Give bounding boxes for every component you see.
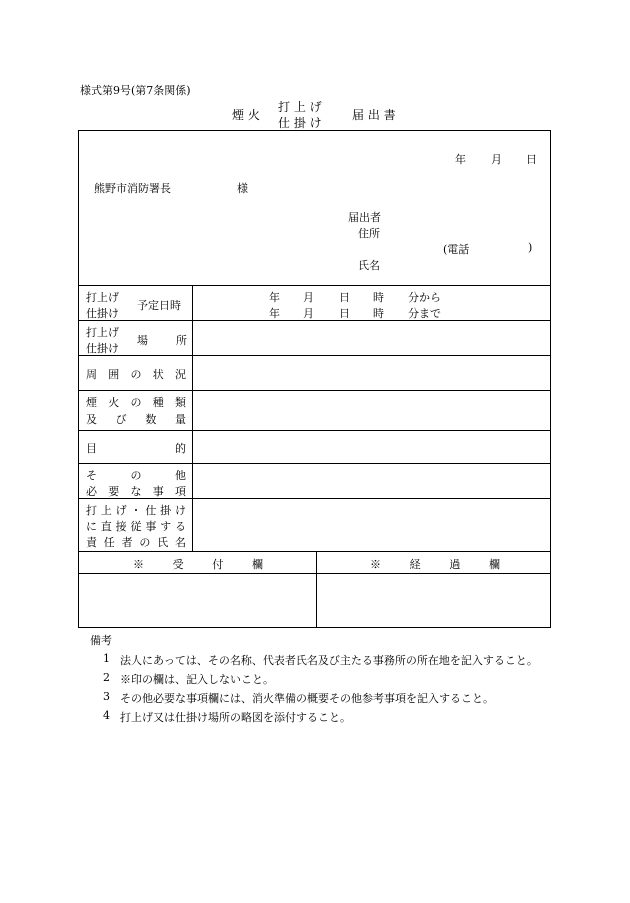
- to-day: 日: [339, 307, 350, 320]
- other-label-line2: 必 要 な 事 項: [86, 485, 186, 498]
- kind-label-line2: 及 び 数 量: [86, 413, 186, 426]
- schedule-label-uchiage: 打上げ: [86, 291, 119, 304]
- address-label: 住所: [358, 227, 380, 240]
- addressee: 熊野市消防署長: [94, 182, 171, 195]
- phone-close: ): [528, 241, 533, 254]
- responsible-label-line1: 打上げ・仕掛け: [86, 504, 186, 517]
- to-year: 年: [269, 307, 280, 320]
- responsible-label-line2: に直接従事する: [86, 520, 186, 533]
- to-hour: 時: [373, 307, 384, 320]
- note-text: ※印の欄は、記入しないこと。: [120, 673, 274, 686]
- purpose-label: 目 的: [86, 442, 186, 455]
- kind-label-line1: 煙 火 の 種 類: [86, 396, 186, 409]
- notification-form: [78, 130, 551, 628]
- addressee-honorific: 様: [237, 182, 248, 195]
- from-month: 月: [303, 291, 314, 304]
- date-year: 年: [455, 153, 466, 166]
- other-label-line1: そ の 他: [86, 469, 186, 482]
- from-year: 年: [269, 291, 280, 304]
- progress-column-heading: ※ 経 過 欄: [370, 558, 500, 571]
- place-label-uchiage: 打上げ: [86, 326, 119, 339]
- note-text: 法人にあっては、その名称、代表者氏名及び主たる事務所の所在地を記入すること。: [120, 654, 538, 667]
- to-month: 月: [303, 307, 314, 320]
- surroundings-label: 周 囲 の 状 況: [86, 368, 186, 381]
- reception-column-heading: ※ 受 付 欄: [133, 558, 263, 571]
- title-todokede: 届 出 書: [352, 108, 396, 122]
- title-shikake: 仕 掛 け: [278, 116, 322, 130]
- note-text: その他必要な事項欄には、消火準備の概要その他参考事項を記入すること。: [120, 692, 494, 705]
- place-label-shikake: 仕掛け: [86, 342, 119, 355]
- applicant-label: 届出者: [348, 211, 381, 224]
- from-hour: 時: [373, 291, 384, 304]
- title-uchiage: 打 上 げ: [278, 100, 322, 114]
- from-minute: 分から: [408, 291, 441, 304]
- schedule-label-shikake: 仕掛け: [86, 307, 119, 320]
- to-minute: 分まで: [408, 307, 441, 320]
- from-day: 日: [339, 291, 350, 304]
- place-label-sub: 場 所: [137, 334, 187, 347]
- phone-open: (電話: [443, 243, 470, 256]
- date-day: 日: [526, 153, 537, 166]
- note-number: 4: [103, 709, 110, 722]
- note-number: 3: [103, 690, 110, 703]
- notes-heading: 備考: [90, 634, 112, 647]
- name-label: 氏名: [358, 259, 380, 272]
- note-number: 1: [103, 652, 110, 665]
- note-text: 打上げ又は仕掛け場所の略図を添付すること。: [120, 711, 351, 724]
- form-number: 様式第9号(第7条関係): [80, 84, 191, 97]
- title-enka: 煙 火: [232, 108, 260, 122]
- note-number: 2: [103, 671, 110, 684]
- date-month: 月: [491, 153, 502, 166]
- responsible-label-line3: 責任者の氏名: [86, 536, 186, 549]
- schedule-label-sub: 予定日時: [137, 299, 181, 312]
